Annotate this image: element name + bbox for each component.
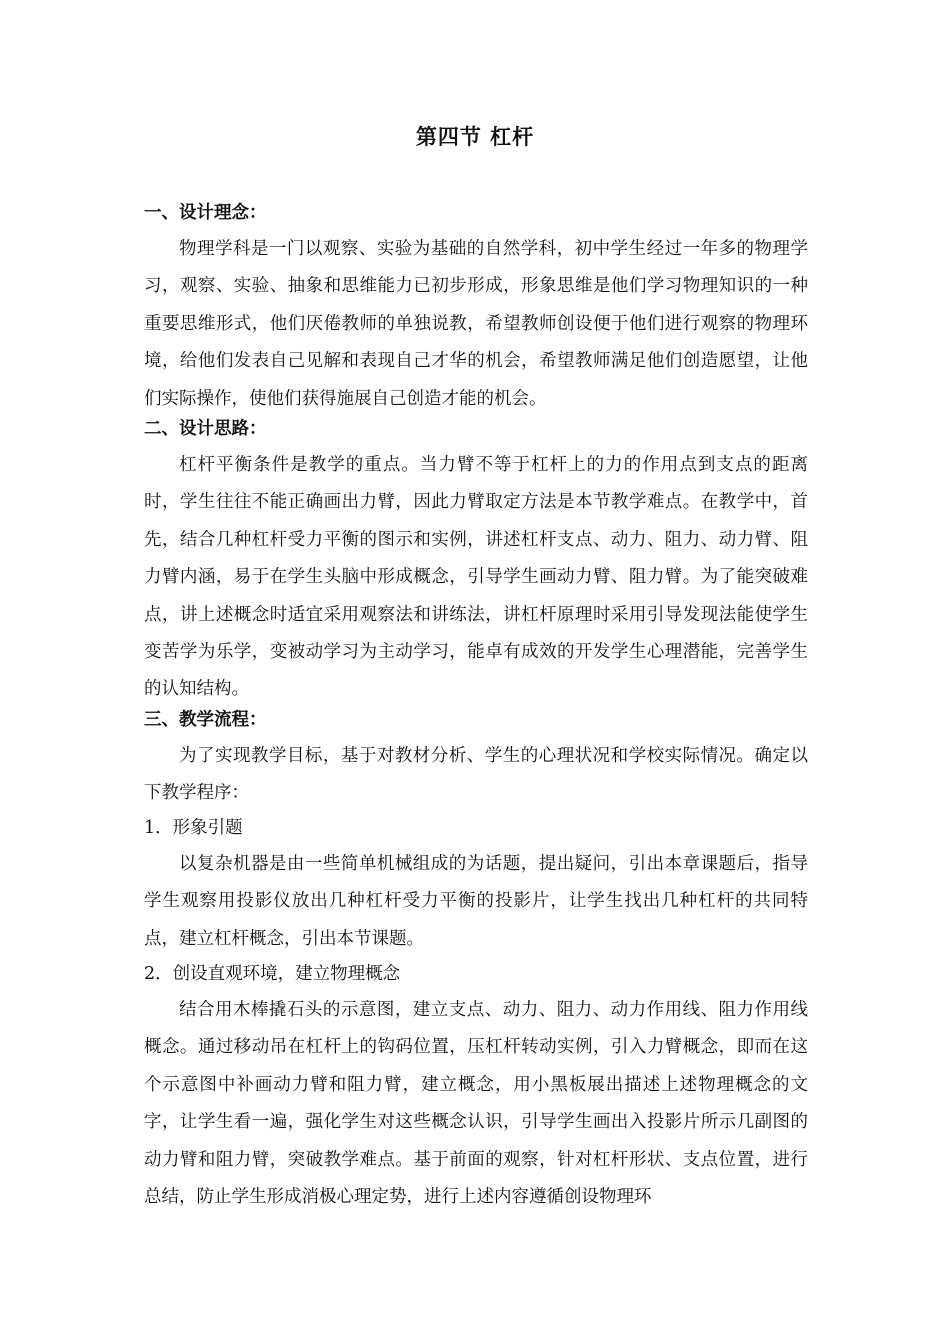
section-paragraph: 物理学科是一门以观察、实验为基础的自然学科，初中学生经过一年多的物理学习，观察、实验、抽象和思维能力已初步形成，形象思维是他们学习物理知识的一种重要思维形式，他们厌倦教师的单独说教，希望教师创设便于他们进行观察的物理环境，给他们发表自己见解和表现自己才华的机会，希望教师满足他们创造愿望，让他们实际操作，使他们获得施展自己创造才能的机会。 [144,239,808,409]
section-paragraph: 为了实现教学目标，基于对教材分析、学生的心理状况和学校实际情况。确定以下教学程序： [144,746,808,804]
section-heading: 一、设计理念： [144,203,267,223]
list-item-2 [144,958,808,1216]
list-item-1 [144,812,808,958]
list-item-paragraph: 以复杂机器是由一些简单机械组成的为话题，提出疑问，引出本章课题后，指导学生观察用投影仪放出几种杠杆受力平衡的投影片，让学生找出几种杠杆的共同特点，建立杠杆概念，引出本节课题。 [144,854,808,949]
section-design-concept [144,197,808,418]
section-heading: 二、设计思路： [144,419,267,439]
section-teaching-process [144,704,808,813]
page-title: 第四节 杠杆 [415,124,535,149]
list-item-label: 1．形象引题 [144,818,243,838]
list-item-label: 2．创设直观环境，建立物理概念 [144,964,401,984]
section-paragraph: 杠杆平衡条件是教学的重点。当力臂不等于杠杆上的力的作用点到支点的距离时，学生往往不能正确画出力臂，因此力臂取定方法是本节教学难点。在教学中，首先，结合几种杠杆受力平衡的图示和实例，讲述杠杆支点、动力、阻力、动力臂、阻力臂内涵，易于在学生头脑中形成概念，引导学生画动力臂、阻力臂。为了能突破难点，讲上述概念时适宜采用观察法和讲练法，讲杠杆原理时采用引导发现法能使学生变苦学为乐学，变被动学习为主动学习，能卓有成效的开发学生心理潜能，完善学生的认知结构。 [144,455,808,700]
list-item-paragraph: 结合用木棒撬石头的示意图，建立支点、动力、阻力、动力作用线、阻力作用线概念。通过移动吊在杠杆上的钩码位置，压杠杆转动实例，引入力臂概念，即而在这个示意图中补画动力臂和阻力臂，建立概念，用小黑板展出描述上述物理概念的文字，让学生看一遍，强化学生对这些概念认识，引导学生画出入投影片所示几副图的动力臂和阻力臂，突破教学难点。基于前面的观察，针对杠杆形状、支点位置，进行总结，防止学生形成消极心理定势，进行上述内容遵循创设物理环 [144,1000,808,1208]
section-heading: 三、教学流程： [144,710,267,730]
section-design-approach [144,413,808,709]
